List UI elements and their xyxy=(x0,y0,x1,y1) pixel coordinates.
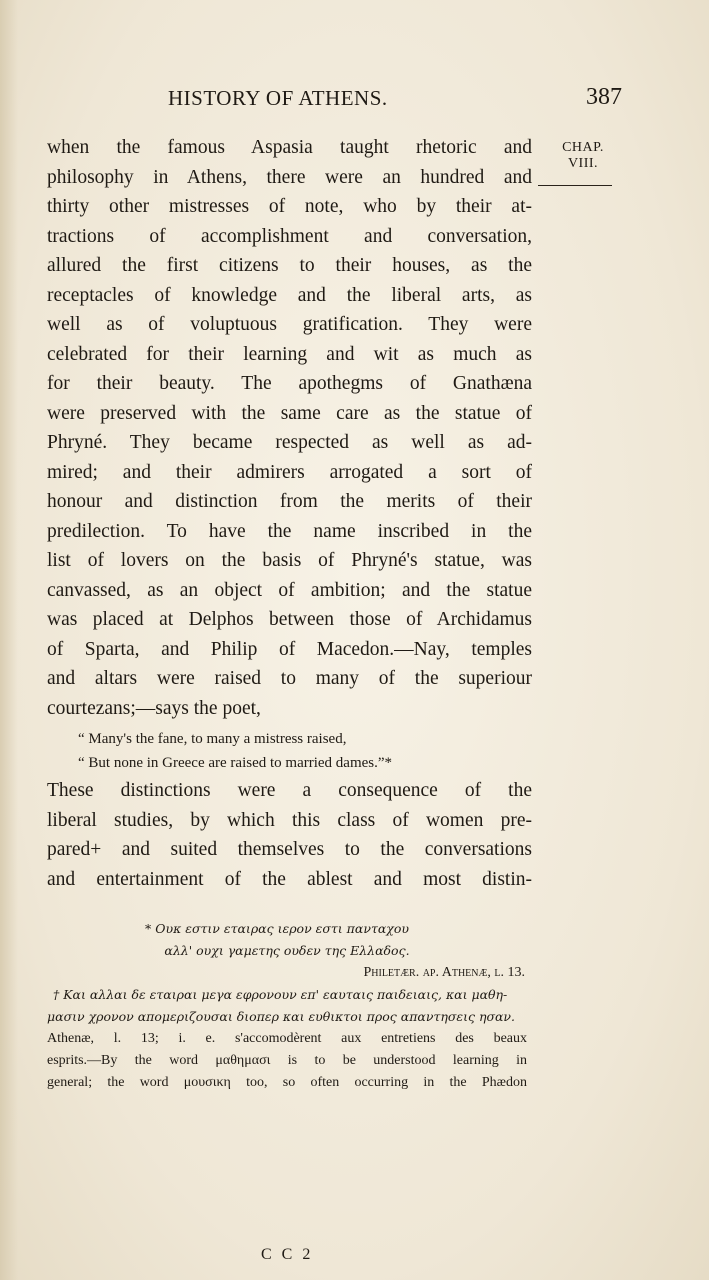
text-line: celebrated for their learning and wit as much as xyxy=(47,343,532,365)
text-line: These distinctions were a consequence of the xyxy=(47,780,532,801)
text-line: receptacles of knowledge and the liberal arts, as xyxy=(47,284,532,306)
text-line: pared+ and suited themselves to the conversations xyxy=(47,839,532,860)
text-line: tractions of accomplishment and conversation, xyxy=(47,225,532,247)
printer-signature: C C 2 xyxy=(261,1246,314,1263)
running-head: HISTORY OF ATHENS. xyxy=(168,86,388,110)
text-line: list of lovers on the basis of Phryné's statue, was xyxy=(47,550,532,571)
verse-line: “ Many's the fane, to many a mistress raised, xyxy=(78,731,347,747)
gutter-shadow xyxy=(0,0,18,1280)
text-line: and entertainment of the ablest and most distin- xyxy=(47,868,532,890)
text-line: of Sparta, and Philip of Macedon.—Nay, temples xyxy=(47,638,532,660)
chapter-label: CHAP. xyxy=(562,140,604,155)
text-line: allured the first citizens to their houses, as the xyxy=(47,255,532,276)
footnote-greek-line: αλλ' ουχι γαμετης ουδεν της Ελλαδος. xyxy=(164,943,410,958)
footnote-line: Athenæ, l. 13; i. e. s'accomodèrent aux entretiens des beaux xyxy=(47,1031,527,1046)
text-line: and altars were raised to many of the superiour xyxy=(47,668,532,689)
footnote-citation: Philetær. ap. Athenæ, l. 13. xyxy=(363,965,525,980)
text-line: was placed at Delphos between those of Archidamus xyxy=(47,609,532,630)
text-line: thirty other mistresses of note, who by their at- xyxy=(47,196,532,217)
chapter-number: VIII. xyxy=(567,156,599,171)
verse-line: “ But none in Greece are raised to married dames.”* xyxy=(78,755,393,771)
paragraph-two xyxy=(47,776,532,894)
text-line: predilection. To have the name inscribed in the xyxy=(47,520,532,542)
text-line: liberal studies, by which this class of women pre- xyxy=(47,809,532,831)
text-line: philosophy in Athens, there were an hundred and xyxy=(47,166,532,188)
text-line: mired; and their admirers arrogated a sort of xyxy=(47,461,532,483)
text-line: canvassed, as an object of ambition; and the statue xyxy=(47,579,532,601)
text-line: when the famous Aspasia taught rhetoric and xyxy=(47,137,532,158)
text-line: courtezans;—says the poet, xyxy=(47,697,261,719)
footnote-line: esprits.—By the word μαθημασι is to be understood learning in xyxy=(47,1053,527,1068)
verse-quotation xyxy=(78,727,518,775)
text-line: honour and distinction from the merits of their xyxy=(47,491,532,512)
text-line: were preserved with the same care as the statue of xyxy=(47,402,532,424)
footnote-greek-line: * Ουκ εστιν εταιρας ιερον εστι πανταχου xyxy=(145,921,409,936)
chapter-margin-note xyxy=(548,140,618,172)
footnotes xyxy=(47,918,527,1094)
text-line: for their beauty. The apothegms of Gnathæna xyxy=(47,373,532,394)
text-line: well as of voluptuous gratification. They were xyxy=(47,314,532,335)
footnote-line: general; the word μουσικη too, so often occurring in the Phædon xyxy=(47,1075,527,1090)
paragraph-one xyxy=(47,133,532,723)
margin-rule xyxy=(538,185,612,186)
footnote-greek-line: † Και αλλαι δε εταιραι μεγα εφρονουν επ' εαυταις παιδειαις, και μαθη- xyxy=(53,987,508,1002)
footnote-greek-line: μασιν χρονον απομεριζουσαι διοπερ και ευθικτοι προς απαντησεις ησαν. xyxy=(47,1009,515,1024)
page-number: 387 xyxy=(586,84,622,110)
text-line: Phryné. They became respected as well as ad- xyxy=(47,432,532,453)
